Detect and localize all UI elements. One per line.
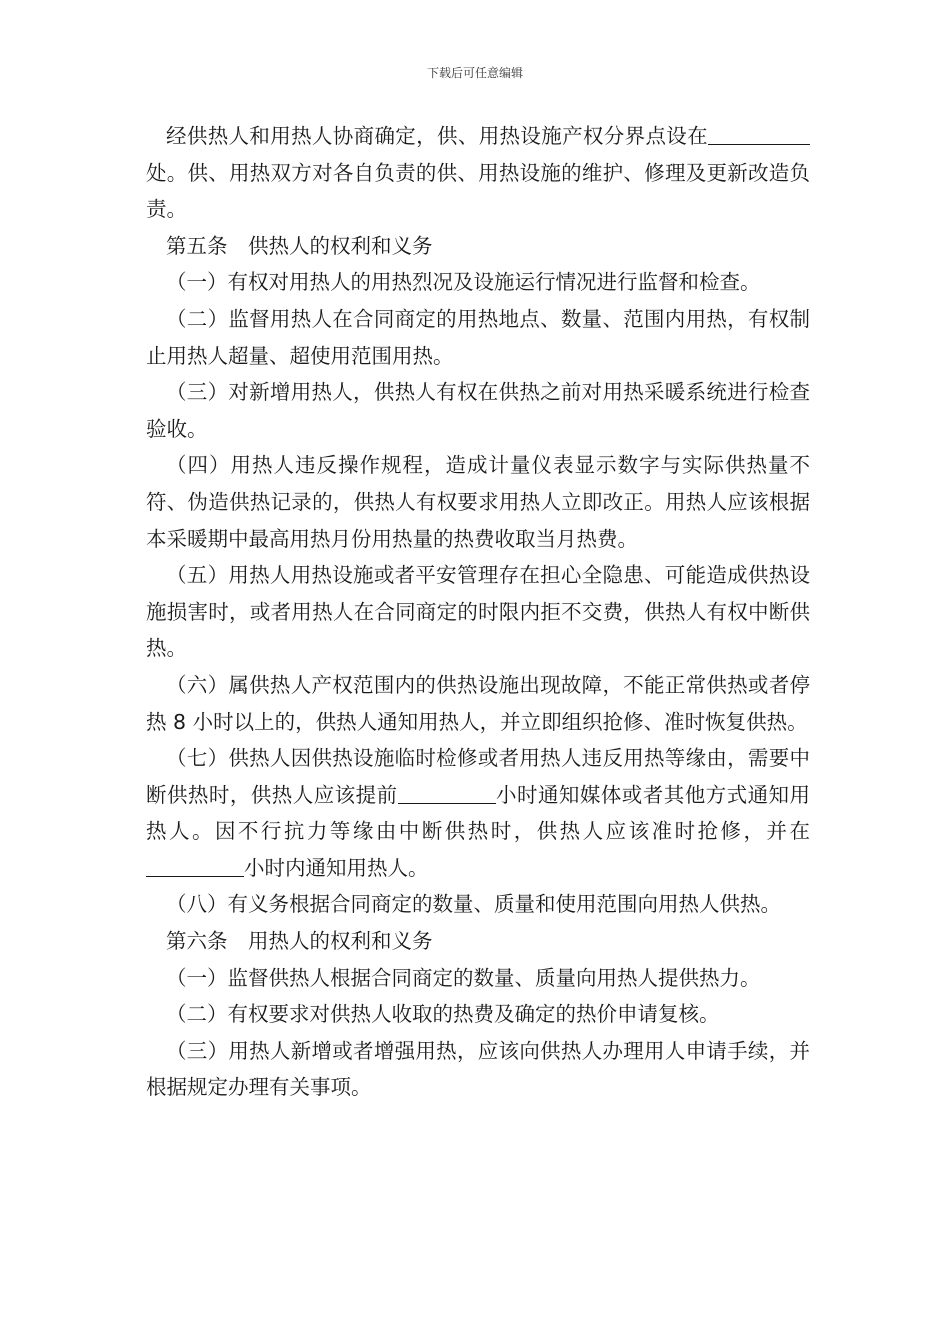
page-header-note: 下载后可任意编辑 xyxy=(426,66,523,80)
paragraph-property-boundary xyxy=(146,118,810,228)
clause-paragraph: （二）有权要求对供热人收取的热费及确定的热价申请复核。 xyxy=(166,1002,720,1027)
clause-paragraph: （八）有义务根据合同商定的数量、质量和使用范围向用热人供热。 xyxy=(166,892,781,917)
fill-in-blank-hours-notify[interactable] xyxy=(146,856,244,877)
clause-paragraph: （五）用热人用热设施或者平安管理存在担心全隐患、可能造成供热设施损害时，或者用热人在合同商定的时限内拒不交费，供热人有权中断供热。 xyxy=(146,563,810,661)
paragraph-text: （七）供热人因供热设施临时检修或者用热人违反用热等缘由，需要中断供热时，供热人应该提前 xyxy=(146,746,810,807)
paragraph-text: 小时通知媒体或者其他方式通知用热人。因不行抗力等缘由中断供热时，供热人应该准时抢修，并在 xyxy=(146,782,811,844)
paragraph-text: 小时内通知用热人。 xyxy=(244,855,429,880)
fill-in-blank[interactable] xyxy=(708,124,766,145)
clause-paragraph: （一）有权对用热人的用热烈况及设施运行情况进行监督和检查。 xyxy=(166,270,761,295)
clause-paragraph: （三）用热人新增或者增强用热，应该向供热人办理用人申请手续，并根据规定办理有关事项。 xyxy=(146,1038,810,1100)
clause-paragraph-with-blanks xyxy=(146,740,810,886)
clause-paragraph: （四）用热人违反操作规程，造成计量仪表显示数字与实际供热量不符、伪造供热记录的，供热人有权要求用热人立即改正。用热人应该根据本采暖期中最高用热月份用热量的热费收取当月热费。 xyxy=(146,453,810,551)
clause-paragraph: （二）监督用热人在合同商定的用热地点、数量、范围内用热，有权制止用热人超量、超使用范围用热。 xyxy=(146,306,810,368)
fill-in-blank[interactable] xyxy=(764,124,810,145)
document-body xyxy=(146,118,810,1106)
clause-paragraph: （三）对新增用热人，供热人有权在供热之前对用热采暖系统进行检查验收。 xyxy=(146,380,810,441)
article-heading: 第五条 供热人的权利和义务 xyxy=(166,233,433,258)
clause-paragraph: （一）监督供热人根据合同商定的数量、质量向用热人提供热力。 xyxy=(166,965,761,990)
paragraph-text: 处。供、用热双方对各自负责的供、用热设施的维护、修理及更新改造负责。 xyxy=(146,160,810,222)
clause-paragraph: （六）属供热人产权范围内的供热设施出现故障，不能正常供热或者停热 8 小时以上的，供热人通知用热人，并立即组织抢修、准时恢复供热。 xyxy=(146,672,810,734)
paragraph-text: 经供热人和用热人协商确定，供、用热设施产权分界点设在 xyxy=(166,124,708,148)
fill-in-blank-hours-notice[interactable] xyxy=(398,783,496,804)
article-heading: 第六条 用热人的权利和义务 xyxy=(166,929,433,954)
